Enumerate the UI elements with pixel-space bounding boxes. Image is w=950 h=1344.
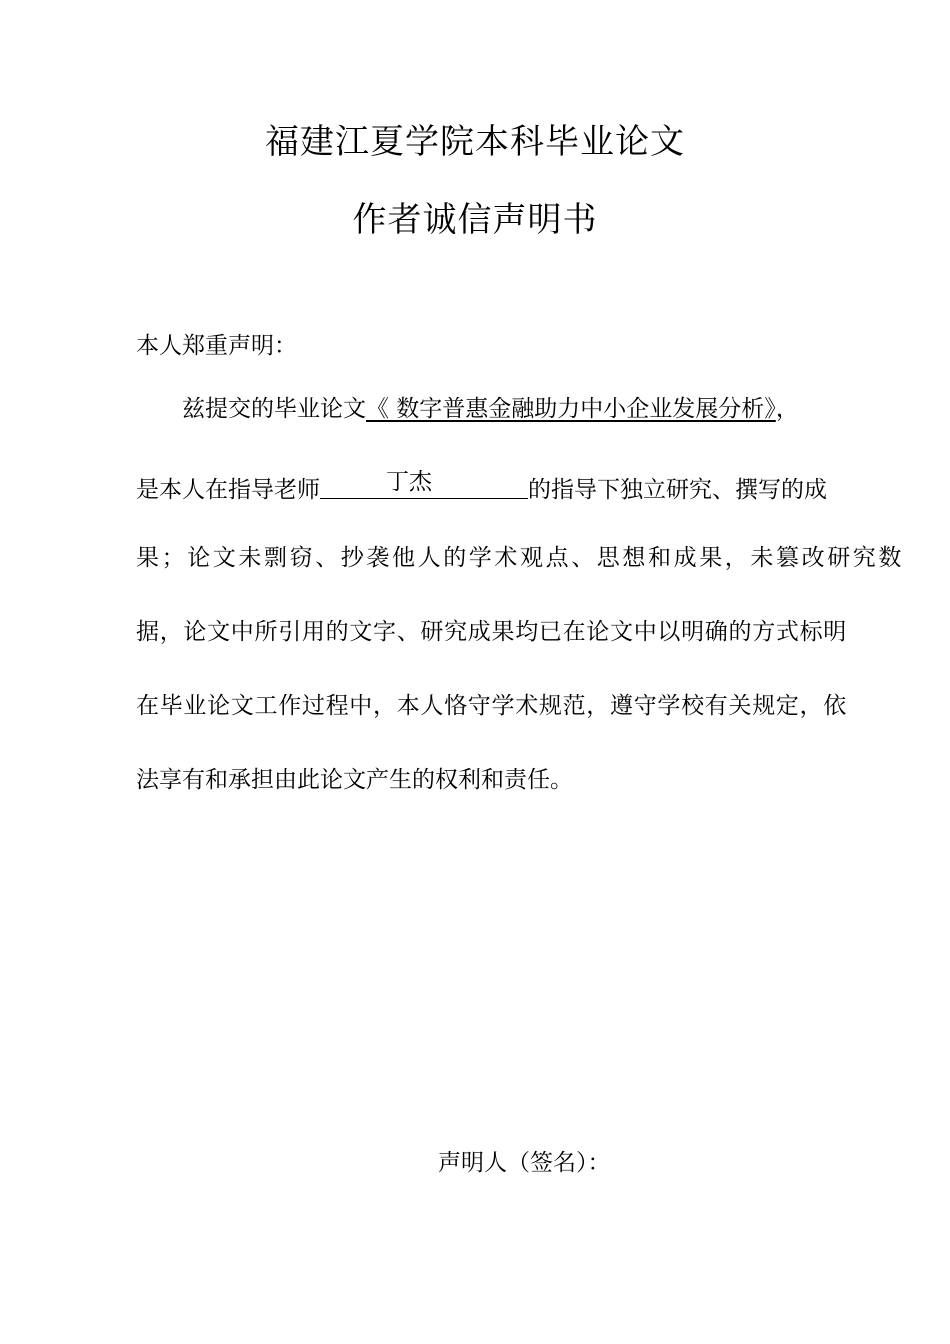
line-2-prefix: 是本人在指导老师 — [136, 477, 320, 503]
declaration-line-6 — [136, 765, 860, 795]
thesis-title: 《 数字普惠金融助力中小企业发展分析》 — [366, 396, 776, 422]
declaration-line-1 — [182, 394, 860, 424]
line-1-suffix: ， — [775, 396, 799, 422]
line-4-text: 据，论文中所引用的文字、研究成果均已在论文中以明确的方式标明 — [136, 619, 847, 645]
advisor-name: 丁杰 — [386, 469, 432, 495]
document-subtitle: 作者诚信声明书 — [352, 200, 598, 240]
advisor-blank — [320, 469, 528, 499]
document-title: 福建江夏学院本科毕业论文 — [265, 122, 685, 162]
declaration-heading: 本人郑重声明： — [136, 333, 297, 359]
line-2-suffix: 的指导下独立研究、撰写的成 — [528, 477, 827, 503]
declaration-line-4 — [136, 617, 860, 647]
line-1-prefix: 兹提交的毕业论文 — [182, 396, 366, 422]
signature-label: 声明人（签名）： — [438, 1150, 611, 1176]
declaration-line-3 — [136, 543, 904, 573]
line-6-text: 法享有和承担由此论文产生的权利和责任。 — [136, 767, 573, 793]
declaration-line-2 — [136, 469, 860, 505]
declaration-line-5 — [136, 691, 860, 721]
line-5-text: 在毕业论文工作过程中，本人恪守学术规范，遵守学校有关规定，依 — [136, 693, 847, 719]
line-3-text: 果；论文未剽窃、抄袭他人的学术观点、思想和成果，未篡改研究数 — [136, 545, 904, 571]
